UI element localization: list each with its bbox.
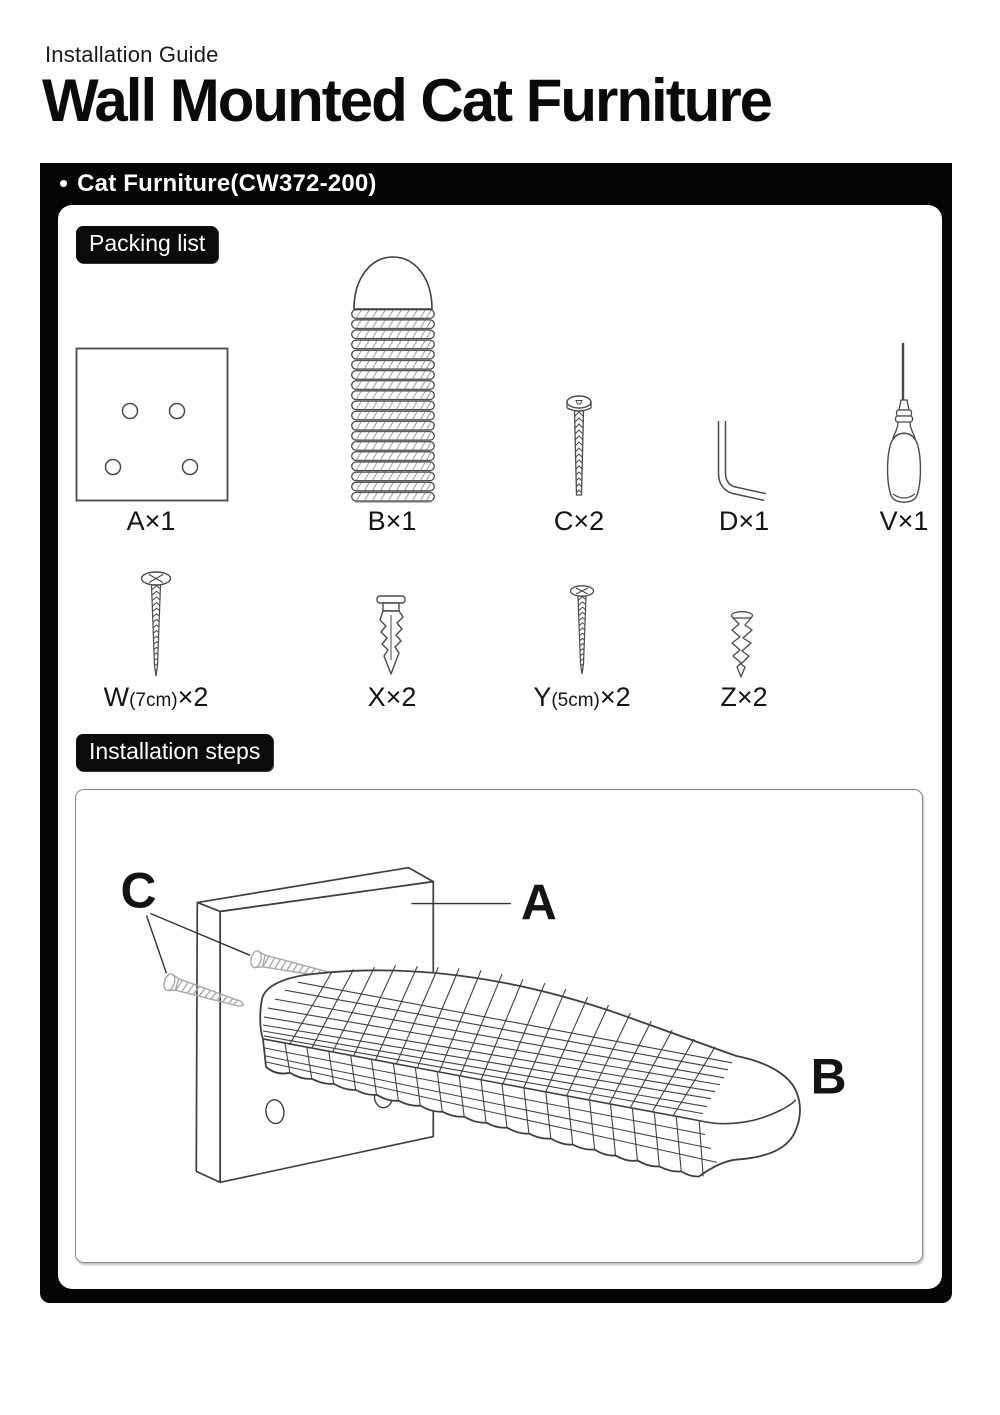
product-panel-header [40,163,952,205]
bullet-icon: • [59,167,69,198]
part-label: W(7cm)×2 [103,682,209,712]
allen-key-icon [712,416,774,506]
doc-kicker: Installation Guide [45,42,219,67]
installation-steps-tag: Installation steps [76,734,273,771]
part-label: A×1 [126,506,176,536]
packing-list-tag: Packing list [76,226,218,263]
anchor-screw-icon [724,610,760,680]
diagram-label-b: B [810,1048,847,1105]
part-label: X×2 [367,682,417,712]
rope-post-icon [347,252,439,506]
diagram-label-c: C [120,862,157,919]
diagram-label-a: A [520,874,557,931]
wall-board-icon [75,346,229,504]
part-label: C×2 [553,506,605,536]
doc-title: Wall Mounted Cat Furniture [42,67,772,134]
long-screw-icon [138,570,174,682]
part-label: B×1 [367,506,417,536]
part-label: D×1 [718,506,770,536]
product-model-title: Cat Furniture(CW372-200) [77,170,377,197]
part-label: Y(5cm)×2 [533,682,631,712]
confirmat-screw-icon [563,394,595,506]
installation-diagram [75,789,923,1263]
part-label: Z×2 [720,682,768,712]
screwdriver-icon [882,340,928,508]
part-label: V×1 [879,506,929,536]
medium-screw-icon [566,584,598,680]
wall-anchor-icon [372,594,410,680]
